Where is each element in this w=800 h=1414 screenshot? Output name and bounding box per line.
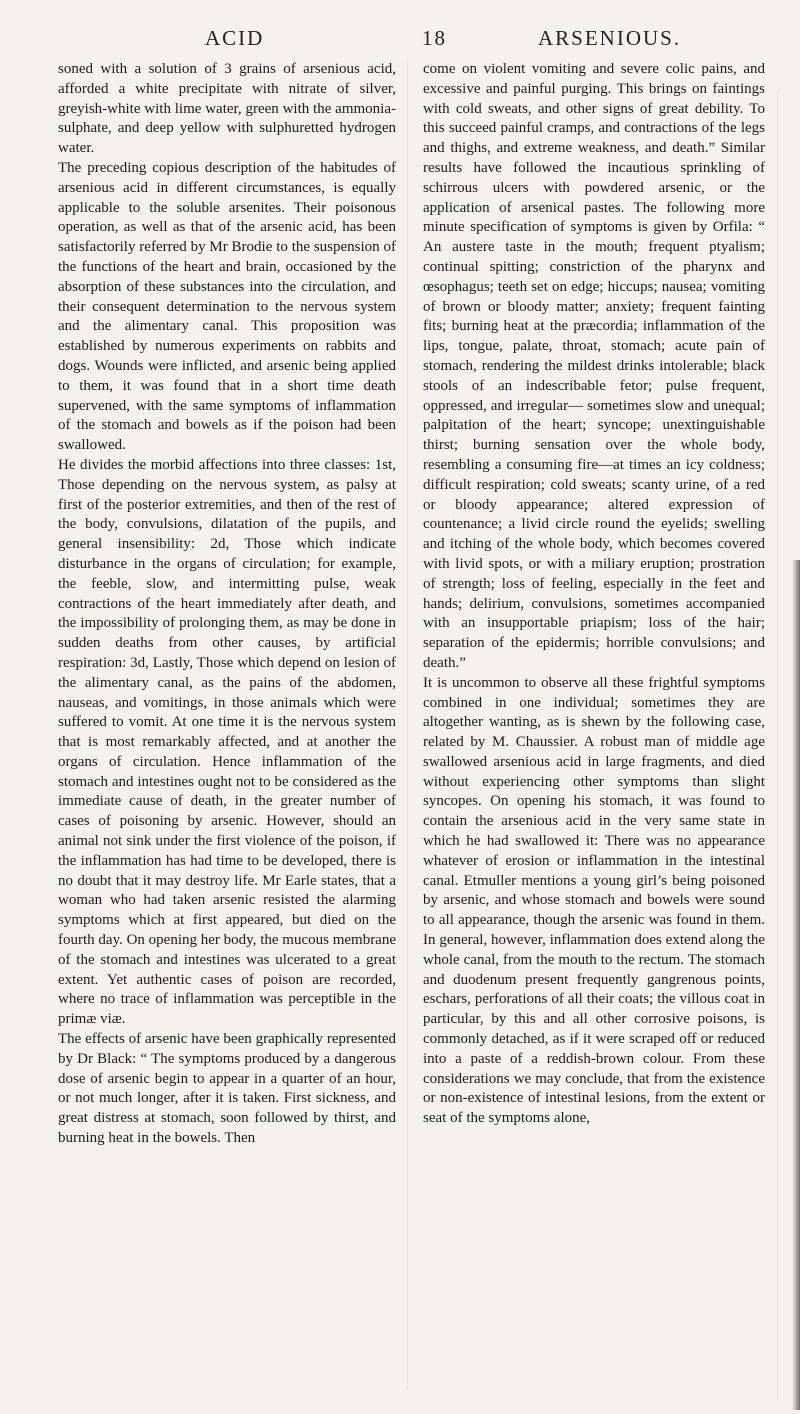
running-header: [60, 26, 760, 52]
paragraph: The effects of arsenic have been graphically represented by Dr Black: “ The symptoms produced by a dangerous dose of arsenic begin to appear in a quarter of an hour, or not much longer, after it is taken. First sickness, and great distress at stomach, soon followed by thirst, and burning heat in the bowels. Then: [58, 1031, 396, 1147]
binding-shadow: [792, 560, 800, 1410]
header-right: ARSENIOUS.: [538, 26, 682, 50]
paragraph: soned with a solution of 3 grains of arsenious acid, afforded a white precipitate with nitrate of silver, greyish-white with lime water, green with the ammonia-sulphate, and deep yellow with sulphuretted hydrogen water.: [58, 61, 396, 157]
paragraph: It is uncommon to observe all these frightful symptoms combined in one individual; sometimes they are altogether wanting, as is shewn by the following case, related by M. Chaussier. A robust man of middle age swallowed arsenious acid in large fragments, and died without experiencing other symptoms than slight syncopes. On opening his stomach, it was found to contain the arsenious acid in the very same state in which he had swallowed it: There was no appearance whatever of erosion or inflammation in the intestinal canal. Etmuller mentions a young girl’s being poisoned by arsenic, and whose stomach and bowels were sound to all appearance, though the arsenic was found in them. In general, however, inflammation does extend along the whole canal, from the mouth to the rectum. The stomach and duodenum present frequently gangrenous points, eschars, perforations of all their coats; the villous coat in particular, by this and all other corrosive poisons, is commonly detached, as if it were scraped off or reduced into a paste of a reddish-brown colour. From these considerations we may conclude, that from the existence or non-existence of intestinal lesions, from the extent or seat of the symptoms alone,: [423, 674, 765, 1127]
page-number: 18: [422, 26, 447, 50]
column-gutter: [407, 60, 408, 1390]
paragraph: He divides the morbid affections into three classes: 1st, Those depending on the nervous system, as palsy at first of the posterior extremities, and then of the rest of the body, convulsions, dilatation of the pupils, and general insensibility: 2d, Those which indicate disturbance in the organs of circulation; for example, the feeble, slow, and intermitting pulse, weak contractions of the heart immediately after death, and the impossibility of prolonging them, as may be done in sudden deaths from other causes, by artificial respiration: 3d, Lastly, Those which depend on lesion of the alimentary canal, as the pains of the abdomen, nauseas, and vomitings, in those animals which were suffered to vomit. At one time it is the nervous system that is most remarkably affected, and at another the organs of circulation. Hence inflammation of the stomach and intestines ought not to be considered as the immediate cause of death, in the greater number of cases of poisoning by arsenic. However, should an animal not sink under the first violence of the poison, if the inflammation has had time to be developed, there is no doubt that it may destroy life. Mr Earle states, that a woman who had taken arsenic resisted the alarming symptoms which at first appeared, but died on the fourth day. On opening her body, the mucous membrane of the stomach and intestines was ulcerated to a great extent. Yet authentic cases of poison are recorded, where no trace of inflammation was perceptible in the primæ viæ.: [58, 456, 396, 1028]
paragraph: come on violent vomiting and severe colic pains, and excessive and painful purging. This brings on faintings with cold sweats, and other signs of great debility. To this succeed painful cramps, and contractions of the legs and thighs, and extreme weakness, and death.” Similar results have followed the incautious sprinkling of schirrous ulcers with powdered arsenic, or the application of arsenical pastes. The following more minute specification of symptoms is given by Orfila: “ An austere taste in the mouth; frequent ptyalism; continual spitting; constriction of the pharynx and œsophagus; teeth set on edge; hiccups; nausea; vomiting of brown or bloody matter; anxiety; frequent fainting fits; burning heat at the præcordia; inflammation of the lips, tongue, palate, throat, stomach; acute pain of stomach, rendering the mildest drinks intolerable; black stools of an indescribable fetor; pulse frequent, oppressed, and irregular— sometimes slow and unequal; palpitation of the heart; syncope; unextinguishable thirst; burning sensation over the whole body, resembling a consuming fire—at times an icy coldness; difficult respiration; cold sweats; scanty urine, of a red or bloody appearance; altered expression of countenance; a livid circle round the eyelids; swelling and itching of the whole body, which becomes covered with livid spots, or with a miliary eruption; prostration of strength; loss of feeling, especially in the feet and hands; delirium, convulsions, sometimes accompanied with an insupportable priapism; loss of the hair; separation of the epidermis; horrible convulsions; and death.”: [423, 61, 765, 671]
left-column: [58, 60, 396, 1149]
right-column: [423, 60, 765, 1129]
paragraph: The preceding copious description of the habitudes of arsenious acid in different circumstances, is equally applicable to the soluble arsenites. Their poisonous operation, as well as that of the arsenic acid, has been satisfactorily referred by Mr Brodie to the suspension of the functions of the heart and brain, occasioned by the absorption of these substances into the circulation, and their consequent determination to the nervous system and the alimentary canal. This proposition was established by numerous experiments on rabbits and dogs. Wounds were inflicted, and arsenic being applied to them, it was found that in a short time death supervened, with the same symptoms of inflammation of the stomach and bowels as if the poison had been swallowed.: [58, 159, 396, 454]
page-edge: [777, 90, 778, 1400]
header-left: ACID: [205, 26, 265, 50]
